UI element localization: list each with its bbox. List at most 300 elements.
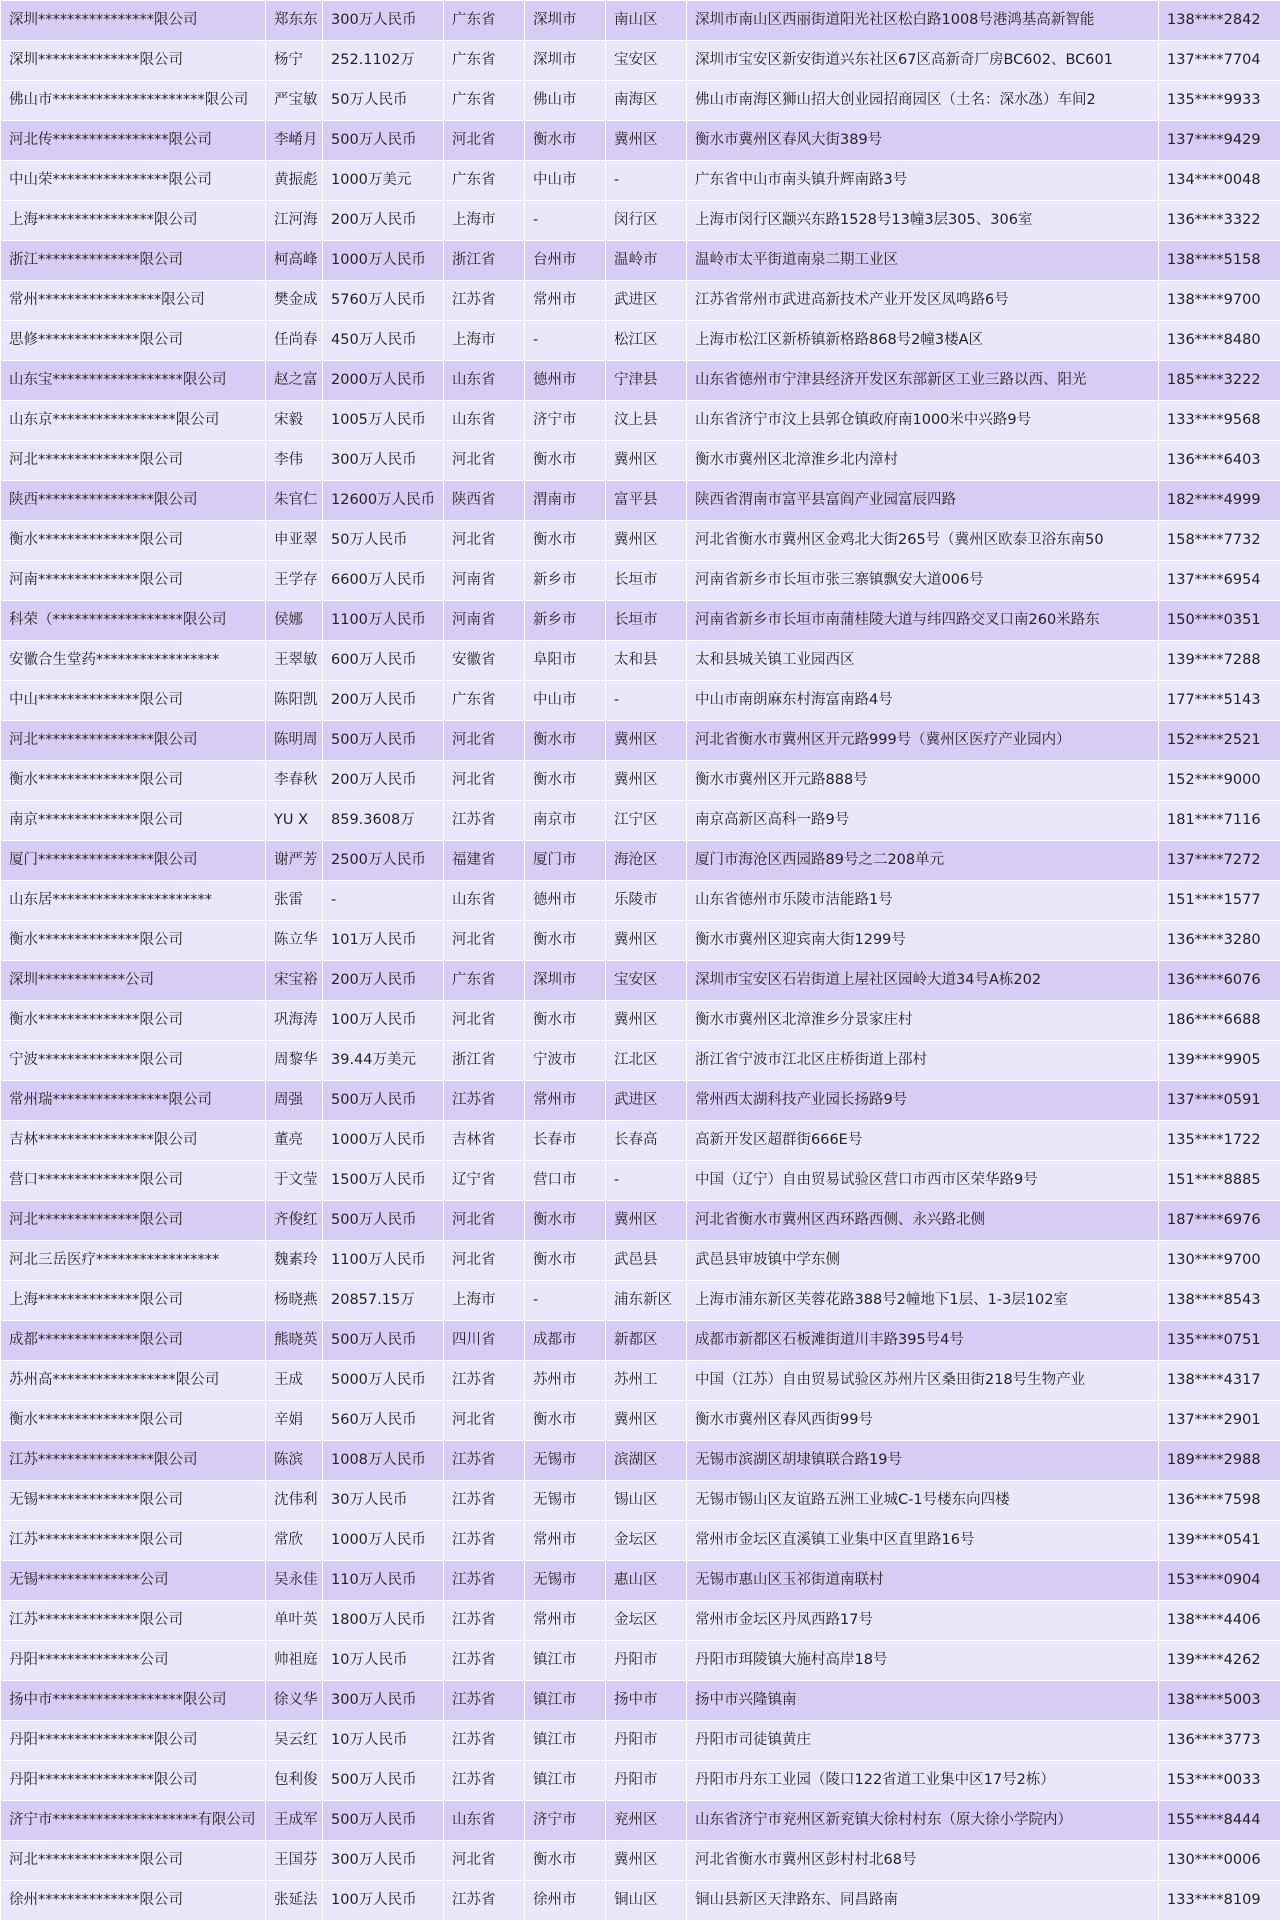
address-cell: 扬中市兴隆镇南 bbox=[687, 1681, 1159, 1721]
city-cell: 镇江市 bbox=[525, 1761, 606, 1801]
table-row bbox=[1, 121, 1280, 161]
registered-capital-cell: 5760万人民币 bbox=[323, 281, 444, 321]
registered-capital-cell: 1000万人民币 bbox=[323, 1521, 444, 1561]
district-cell: 冀州区 bbox=[606, 121, 687, 161]
registered-capital-cell: 500万人民币 bbox=[323, 1201, 444, 1241]
district-cell: 汶上县 bbox=[606, 401, 687, 441]
city-cell: 深圳市 bbox=[525, 961, 606, 1001]
phone-cell: 138****5003 bbox=[1159, 1681, 1280, 1721]
phone-cell: 153****0033 bbox=[1159, 1761, 1280, 1801]
company-name-cell: 丹阳****************限公司 bbox=[1, 1761, 266, 1801]
phone-cell: 137****7704 bbox=[1159, 41, 1280, 81]
address-cell: 浙江省宁波市江北区庄桥街道上邵村 bbox=[687, 1041, 1159, 1081]
table-row bbox=[1, 1281, 1280, 1321]
city-cell: 衡水市 bbox=[525, 1241, 606, 1281]
address-cell: 丹阳市珥陵镇大施村高岸18号 bbox=[687, 1641, 1159, 1681]
registered-capital-cell: 450万人民币 bbox=[323, 321, 444, 361]
address-cell: 山东省济宁市汶上县郭仓镇政府南1000米中兴路9号 bbox=[687, 401, 1159, 441]
phone-cell: 177****5143 bbox=[1159, 681, 1280, 721]
company-name-cell: 南京**************限公司 bbox=[1, 801, 266, 841]
city-cell: 阜阳市 bbox=[525, 641, 606, 681]
city-cell: - bbox=[525, 321, 606, 361]
table-row bbox=[1, 1561, 1280, 1601]
district-cell: 松江区 bbox=[606, 321, 687, 361]
table-row bbox=[1, 401, 1280, 441]
address-cell: 中山市南朗麻东村海富南路4号 bbox=[687, 681, 1159, 721]
legal-representative-cell: 江河海 bbox=[266, 201, 323, 241]
company-name-cell: 营口**************限公司 bbox=[1, 1161, 266, 1201]
city-cell: 徐州市 bbox=[525, 1881, 606, 1921]
district-cell: 惠山区 bbox=[606, 1561, 687, 1601]
address-cell: 衡水市冀州区迎宾南大街1299号 bbox=[687, 921, 1159, 961]
province-cell: 江苏省 bbox=[444, 281, 525, 321]
city-cell: 衡水市 bbox=[525, 121, 606, 161]
district-cell: - bbox=[606, 161, 687, 201]
legal-representative-cell: 吴云红 bbox=[266, 1721, 323, 1761]
legal-representative-cell: 陈明周 bbox=[266, 721, 323, 761]
city-cell: 新乡市 bbox=[525, 561, 606, 601]
registered-capital-cell: 1005万人民币 bbox=[323, 401, 444, 441]
table-row bbox=[1, 1601, 1280, 1641]
phone-cell: 137****6954 bbox=[1159, 561, 1280, 601]
table-row bbox=[1, 481, 1280, 521]
registered-capital-cell: 1000万人民币 bbox=[323, 241, 444, 281]
province-cell: 河北省 bbox=[444, 761, 525, 801]
city-cell: 衡水市 bbox=[525, 1001, 606, 1041]
phone-cell: 133****9568 bbox=[1159, 401, 1280, 441]
district-cell: 武进区 bbox=[606, 281, 687, 321]
city-cell: 镇江市 bbox=[525, 1641, 606, 1681]
table-row bbox=[1, 1721, 1280, 1761]
city-cell: 成都市 bbox=[525, 1321, 606, 1361]
address-cell: 河北省衡水市冀州区开元路999号（冀州区医疗产业园内） bbox=[687, 721, 1159, 761]
province-cell: 辽宁省 bbox=[444, 1161, 525, 1201]
legal-representative-cell: 李伟 bbox=[266, 441, 323, 481]
city-cell: 厦门市 bbox=[525, 841, 606, 881]
province-cell: 广东省 bbox=[444, 1, 525, 41]
city-cell: 台州市 bbox=[525, 241, 606, 281]
phone-cell: 136****7598 bbox=[1159, 1481, 1280, 1521]
legal-representative-cell: 赵之富 bbox=[266, 361, 323, 401]
table-row bbox=[1, 1081, 1280, 1121]
legal-representative-cell: 陈立华 bbox=[266, 921, 323, 961]
company-name-cell: 无锡**************公司 bbox=[1, 1561, 266, 1601]
district-cell: 浦东新区 bbox=[606, 1281, 687, 1321]
phone-cell: 182****4999 bbox=[1159, 481, 1280, 521]
table-row bbox=[1, 41, 1280, 81]
district-cell: 南海区 bbox=[606, 81, 687, 121]
table-row bbox=[1, 321, 1280, 361]
company-name-cell: 衡水**************限公司 bbox=[1, 761, 266, 801]
company-name-cell: 扬中市******************限公司 bbox=[1, 1681, 266, 1721]
company-name-cell: 河北**************限公司 bbox=[1, 1201, 266, 1241]
table-row bbox=[1, 1041, 1280, 1081]
address-cell: 太和县城关镇工业园西区 bbox=[687, 641, 1159, 681]
city-cell: 常州市 bbox=[525, 1081, 606, 1121]
province-cell: 上海市 bbox=[444, 321, 525, 361]
company-name-cell: 常州瑞****************限公司 bbox=[1, 1081, 266, 1121]
address-cell: 佛山市南海区狮山招大创业园招商园区（土名：深水氹）车间2 bbox=[687, 81, 1159, 121]
legal-representative-cell: 巩海涛 bbox=[266, 1001, 323, 1041]
table-row bbox=[1, 1441, 1280, 1481]
phone-cell: 139****4262 bbox=[1159, 1641, 1280, 1681]
phone-cell: 133****8109 bbox=[1159, 1881, 1280, 1921]
table-row bbox=[1, 201, 1280, 241]
legal-representative-cell: 齐俊红 bbox=[266, 1201, 323, 1241]
registered-capital-cell: 200万人民币 bbox=[323, 761, 444, 801]
city-cell: 常州市 bbox=[525, 281, 606, 321]
province-cell: 江苏省 bbox=[444, 1721, 525, 1761]
province-cell: 山东省 bbox=[444, 361, 525, 401]
address-cell: 中国（江苏）自由贸易试验区苏州片区桑田街218号生物产业 bbox=[687, 1361, 1159, 1401]
table-row bbox=[1, 1, 1280, 41]
company-name-cell: 山东居********************** bbox=[1, 881, 266, 921]
registered-capital-cell: 252.1102万 bbox=[323, 41, 444, 81]
company-name-cell: 陕西****************限公司 bbox=[1, 481, 266, 521]
province-cell: 河北省 bbox=[444, 721, 525, 761]
company-name-cell: 河北****************限公司 bbox=[1, 721, 266, 761]
address-cell: 衡水市冀州区北漳淮乡北内漳村 bbox=[687, 441, 1159, 481]
address-cell: 丹阳市丹东工业园（陵口122省道工业集中区17号2栋） bbox=[687, 1761, 1159, 1801]
company-name-cell: 衡水**************限公司 bbox=[1, 921, 266, 961]
phone-cell: 130****9700 bbox=[1159, 1241, 1280, 1281]
city-cell: 衡水市 bbox=[525, 721, 606, 761]
legal-representative-cell: 杨宁 bbox=[266, 41, 323, 81]
table-row bbox=[1, 1841, 1280, 1881]
legal-representative-cell: 辛娟 bbox=[266, 1401, 323, 1441]
phone-cell: 158****7732 bbox=[1159, 521, 1280, 561]
city-cell: 深圳市 bbox=[525, 1, 606, 41]
city-cell: 常州市 bbox=[525, 1601, 606, 1641]
phone-cell: 150****0351 bbox=[1159, 601, 1280, 641]
legal-representative-cell: 王国芬 bbox=[266, 1841, 323, 1881]
table-body bbox=[1, 1, 1280, 1921]
phone-cell: 187****6976 bbox=[1159, 1201, 1280, 1241]
city-cell: 营口市 bbox=[525, 1161, 606, 1201]
company-name-cell: 佛山市*********************限公司 bbox=[1, 81, 266, 121]
district-cell: 滨湖区 bbox=[606, 1441, 687, 1481]
address-cell: 山东省德州市乐陵市洁能路1号 bbox=[687, 881, 1159, 921]
registered-capital-cell: 200万人民币 bbox=[323, 961, 444, 1001]
district-cell: 铜山区 bbox=[606, 1881, 687, 1921]
company-name-cell: 江苏**************限公司 bbox=[1, 1601, 266, 1641]
company-name-cell: 济宁市********************有限公司 bbox=[1, 1801, 266, 1841]
registered-capital-cell: 30万人民币 bbox=[323, 1481, 444, 1521]
company-name-cell: 浙江**************限公司 bbox=[1, 241, 266, 281]
district-cell: 太和县 bbox=[606, 641, 687, 681]
phone-cell: 151****8885 bbox=[1159, 1161, 1280, 1201]
province-cell: 山东省 bbox=[444, 1801, 525, 1841]
company-name-cell: 思修**************限公司 bbox=[1, 321, 266, 361]
registered-capital-cell: 100万人民币 bbox=[323, 1001, 444, 1041]
province-cell: 江苏省 bbox=[444, 1361, 525, 1401]
address-cell: 衡水市冀州区春风大街389号 bbox=[687, 121, 1159, 161]
registered-capital-cell: 1500万人民币 bbox=[323, 1161, 444, 1201]
registered-capital-cell: 300万人民币 bbox=[323, 1, 444, 41]
city-cell: 佛山市 bbox=[525, 81, 606, 121]
legal-representative-cell: 沈伟利 bbox=[266, 1481, 323, 1521]
company-name-cell: 河北三岳医疗***************** bbox=[1, 1241, 266, 1281]
city-cell: 中山市 bbox=[525, 681, 606, 721]
address-cell: 常州市金坛区直溪镇工业集中区直里路16号 bbox=[687, 1521, 1159, 1561]
province-cell: 安徽省 bbox=[444, 641, 525, 681]
table-row bbox=[1, 721, 1280, 761]
legal-representative-cell: 黄振彪 bbox=[266, 161, 323, 201]
province-cell: 山东省 bbox=[444, 401, 525, 441]
registered-capital-cell: 101万人民币 bbox=[323, 921, 444, 961]
city-cell: 无锡市 bbox=[525, 1481, 606, 1521]
company-name-cell: 衡水**************限公司 bbox=[1, 1401, 266, 1441]
province-cell: 广东省 bbox=[444, 81, 525, 121]
registered-capital-cell: 20857.15万 bbox=[323, 1281, 444, 1321]
district-cell: 宁津县 bbox=[606, 361, 687, 401]
legal-representative-cell: 董亮 bbox=[266, 1121, 323, 1161]
district-cell: 金坛区 bbox=[606, 1521, 687, 1561]
registered-capital-cell: 500万人民币 bbox=[323, 721, 444, 761]
district-cell: 乐陵市 bbox=[606, 881, 687, 921]
phone-cell: 135****9933 bbox=[1159, 81, 1280, 121]
phone-cell: 135****0751 bbox=[1159, 1321, 1280, 1361]
registered-capital-cell: 5000万人民币 bbox=[323, 1361, 444, 1401]
phone-cell: 136****3280 bbox=[1159, 921, 1280, 961]
province-cell: 江苏省 bbox=[444, 1881, 525, 1921]
phone-cell: 138****4406 bbox=[1159, 1601, 1280, 1641]
legal-representative-cell: 朱官仁 bbox=[266, 481, 323, 521]
district-cell: - bbox=[606, 1161, 687, 1201]
city-cell: 新乡市 bbox=[525, 601, 606, 641]
city-cell: 中山市 bbox=[525, 161, 606, 201]
province-cell: 河北省 bbox=[444, 441, 525, 481]
legal-representative-cell: 王成军 bbox=[266, 1801, 323, 1841]
phone-cell: 136****3322 bbox=[1159, 201, 1280, 241]
registered-capital-cell: 500万人民币 bbox=[323, 1321, 444, 1361]
company-name-cell: 河北**************限公司 bbox=[1, 1841, 266, 1881]
city-cell: - bbox=[525, 201, 606, 241]
phone-cell: 136****8480 bbox=[1159, 321, 1280, 361]
legal-representative-cell: 熊晓英 bbox=[266, 1321, 323, 1361]
address-cell: 衡水市冀州区春风西街99号 bbox=[687, 1401, 1159, 1441]
company-name-cell: 丹阳****************限公司 bbox=[1, 1721, 266, 1761]
province-cell: 广东省 bbox=[444, 681, 525, 721]
table-row bbox=[1, 1801, 1280, 1841]
table-row bbox=[1, 1881, 1280, 1921]
district-cell: 冀州区 bbox=[606, 921, 687, 961]
table-row bbox=[1, 1361, 1280, 1401]
address-cell: 山东省德州市宁津县经济开发区东部新区工业三路以西、阳光 bbox=[687, 361, 1159, 401]
company-name-cell: 宁波**************限公司 bbox=[1, 1041, 266, 1081]
district-cell: - bbox=[606, 681, 687, 721]
district-cell: 扬中市 bbox=[606, 1681, 687, 1721]
district-cell: 宝安区 bbox=[606, 961, 687, 1001]
company-name-cell: 江苏**************限公司 bbox=[1, 1521, 266, 1561]
registered-capital-cell: 2000万人民币 bbox=[323, 361, 444, 401]
province-cell: 福建省 bbox=[444, 841, 525, 881]
phone-cell: 138****8543 bbox=[1159, 1281, 1280, 1321]
address-cell: 南京高新区高科一路9号 bbox=[687, 801, 1159, 841]
table-row bbox=[1, 1641, 1280, 1681]
registered-capital-cell: 1100万人民币 bbox=[323, 1241, 444, 1281]
table-row bbox=[1, 241, 1280, 281]
registered-capital-cell: 39.44万美元 bbox=[323, 1041, 444, 1081]
legal-representative-cell: 周强 bbox=[266, 1081, 323, 1121]
address-cell: 武邑县审坡镇中学东侧 bbox=[687, 1241, 1159, 1281]
district-cell: 长垣市 bbox=[606, 561, 687, 601]
phone-cell: 151****1577 bbox=[1159, 881, 1280, 921]
table-row bbox=[1, 1001, 1280, 1041]
address-cell: 衡水市冀州区北漳淮乡分景家庄村 bbox=[687, 1001, 1159, 1041]
province-cell: 吉林省 bbox=[444, 1121, 525, 1161]
legal-representative-cell: 陈阳凯 bbox=[266, 681, 323, 721]
province-cell: 河北省 bbox=[444, 1241, 525, 1281]
table-row bbox=[1, 681, 1280, 721]
province-cell: 江苏省 bbox=[444, 1481, 525, 1521]
legal-representative-cell: 谢严芳 bbox=[266, 841, 323, 881]
province-cell: 河北省 bbox=[444, 1001, 525, 1041]
city-cell: 衡水市 bbox=[525, 1201, 606, 1241]
company-name-cell: 上海**************限公司 bbox=[1, 1281, 266, 1321]
city-cell: 常州市 bbox=[525, 1521, 606, 1561]
district-cell: 丹阳市 bbox=[606, 1761, 687, 1801]
phone-cell: 185****3222 bbox=[1159, 361, 1280, 401]
legal-representative-cell: 于文莹 bbox=[266, 1161, 323, 1201]
company-name-cell: 深圳************公司 bbox=[1, 961, 266, 1001]
city-cell: 苏州市 bbox=[525, 1361, 606, 1401]
province-cell: 广东省 bbox=[444, 41, 525, 81]
legal-representative-cell: 李崤月 bbox=[266, 121, 323, 161]
city-cell: 济宁市 bbox=[525, 1801, 606, 1841]
address-cell: 上海市松江区新桥镇新格路868号2幢3楼A区 bbox=[687, 321, 1159, 361]
address-cell: 河北省衡水市冀州区彭村村北68号 bbox=[687, 1841, 1159, 1881]
city-cell: 衡水市 bbox=[525, 521, 606, 561]
province-cell: 江苏省 bbox=[444, 1641, 525, 1681]
company-name-cell: 安徽合生堂药***************** bbox=[1, 641, 266, 681]
district-cell: 冀州区 bbox=[606, 521, 687, 561]
province-cell: 上海市 bbox=[444, 201, 525, 241]
phone-cell: 136****3773 bbox=[1159, 1721, 1280, 1761]
phone-cell: 138****4317 bbox=[1159, 1361, 1280, 1401]
legal-representative-cell: 帅祖庭 bbox=[266, 1641, 323, 1681]
district-cell: 江宁区 bbox=[606, 801, 687, 841]
district-cell: 冀州区 bbox=[606, 1201, 687, 1241]
company-name-cell: 深圳**************限公司 bbox=[1, 41, 266, 81]
district-cell: 冀州区 bbox=[606, 441, 687, 481]
phone-cell: 137****0591 bbox=[1159, 1081, 1280, 1121]
registered-capital-cell: 50万人民币 bbox=[323, 521, 444, 561]
table-row bbox=[1, 1481, 1280, 1521]
legal-representative-cell: 徐义华 bbox=[266, 1681, 323, 1721]
legal-representative-cell: 郑东东 bbox=[266, 1, 323, 41]
address-cell: 常州西太湖科技产业园长扬路9号 bbox=[687, 1081, 1159, 1121]
phone-cell: 152****2521 bbox=[1159, 721, 1280, 761]
phone-cell: 186****6688 bbox=[1159, 1001, 1280, 1041]
legal-representative-cell: 任尚春 bbox=[266, 321, 323, 361]
district-cell: 金坛区 bbox=[606, 1601, 687, 1641]
legal-representative-cell: 樊金成 bbox=[266, 281, 323, 321]
company-name-cell: 衡水**************限公司 bbox=[1, 521, 266, 561]
address-cell: 温岭市太平街道南泉二期工业区 bbox=[687, 241, 1159, 281]
company-name-cell: 河北**************限公司 bbox=[1, 441, 266, 481]
city-cell: 深圳市 bbox=[525, 41, 606, 81]
address-cell: 山东省济宁市兖州区新兖镇大徐村村东（原大徐小学院内） bbox=[687, 1801, 1159, 1841]
legal-representative-cell: 王成 bbox=[266, 1361, 323, 1401]
district-cell: 海沧区 bbox=[606, 841, 687, 881]
district-cell: 江北区 bbox=[606, 1041, 687, 1081]
table-row bbox=[1, 521, 1280, 561]
registered-capital-cell: 600万人民币 bbox=[323, 641, 444, 681]
address-cell: 广东省中山市南头镇升辉南路3号 bbox=[687, 161, 1159, 201]
address-cell: 河南省新乡市长垣市南蒲桂陵大道与纬四路交叉口南260米路东 bbox=[687, 601, 1159, 641]
province-cell: 广东省 bbox=[444, 961, 525, 1001]
address-cell: 铜山县新区天津路东、同昌路南 bbox=[687, 1881, 1159, 1921]
province-cell: 江苏省 bbox=[444, 1561, 525, 1601]
address-cell: 丹阳市司徒镇黄庄 bbox=[687, 1721, 1159, 1761]
table-row bbox=[1, 881, 1280, 921]
city-cell: 德州市 bbox=[525, 881, 606, 921]
company-name-cell: 中山荣****************限公司 bbox=[1, 161, 266, 201]
province-cell: 山东省 bbox=[444, 881, 525, 921]
registered-capital-cell: 500万人民币 bbox=[323, 1801, 444, 1841]
registered-capital-cell: 500万人民币 bbox=[323, 121, 444, 161]
company-name-cell: 山东宝******************限公司 bbox=[1, 361, 266, 401]
phone-cell: 137****9429 bbox=[1159, 121, 1280, 161]
registered-capital-cell: - bbox=[323, 881, 444, 921]
city-cell: 衡水市 bbox=[525, 441, 606, 481]
legal-representative-cell: 魏素玲 bbox=[266, 1241, 323, 1281]
registered-capital-cell: 6600万人民币 bbox=[323, 561, 444, 601]
table-row bbox=[1, 1321, 1280, 1361]
district-cell: 宝安区 bbox=[606, 41, 687, 81]
province-cell: 江苏省 bbox=[444, 1681, 525, 1721]
city-cell: 渭南市 bbox=[525, 481, 606, 521]
address-cell: 河北省衡水市冀州区金鸡北大街265号（冀州区欧泰卫浴东南50 bbox=[687, 521, 1159, 561]
company-name-cell: 无锡**************限公司 bbox=[1, 1481, 266, 1521]
province-cell: 河北省 bbox=[444, 121, 525, 161]
company-name-cell: 丹阳**************公司 bbox=[1, 1641, 266, 1681]
province-cell: 河南省 bbox=[444, 561, 525, 601]
legal-representative-cell: 严宝敏 bbox=[266, 81, 323, 121]
table-row bbox=[1, 1521, 1280, 1561]
address-cell: 河南省新乡市长垣市张三寨镇飘安大道006号 bbox=[687, 561, 1159, 601]
address-cell: 无锡市惠山区玉祁街道南联村 bbox=[687, 1561, 1159, 1601]
phone-cell: 153****0904 bbox=[1159, 1561, 1280, 1601]
phone-cell: 137****7272 bbox=[1159, 841, 1280, 881]
province-cell: 江苏省 bbox=[444, 1081, 525, 1121]
district-cell: 温岭市 bbox=[606, 241, 687, 281]
district-cell: 冀州区 bbox=[606, 1841, 687, 1881]
company-name-cell: 衡水**************限公司 bbox=[1, 1001, 266, 1041]
province-cell: 江苏省 bbox=[444, 801, 525, 841]
province-cell: 陕西省 bbox=[444, 481, 525, 521]
province-cell: 河北省 bbox=[444, 1401, 525, 1441]
province-cell: 浙江省 bbox=[444, 1041, 525, 1081]
company-name-cell: 苏州高*****************限公司 bbox=[1, 1361, 266, 1401]
address-cell: 深圳市宝安区新安街道兴东社区67区高新奇厂房BC602、BC601 bbox=[687, 41, 1159, 81]
table-row bbox=[1, 761, 1280, 801]
registered-capital-cell: 200万人民币 bbox=[323, 681, 444, 721]
province-cell: 河北省 bbox=[444, 1841, 525, 1881]
table-row bbox=[1, 961, 1280, 1001]
table-row bbox=[1, 361, 1280, 401]
legal-representative-cell: 王学存 bbox=[266, 561, 323, 601]
city-cell: 济宁市 bbox=[525, 401, 606, 441]
phone-cell: 181****7116 bbox=[1159, 801, 1280, 841]
city-cell: 无锡市 bbox=[525, 1561, 606, 1601]
district-cell: 南山区 bbox=[606, 1, 687, 41]
registered-capital-cell: 500万人民币 bbox=[323, 1081, 444, 1121]
city-cell: 衡水市 bbox=[525, 761, 606, 801]
phone-cell: 139****7288 bbox=[1159, 641, 1280, 681]
district-cell: 丹阳市 bbox=[606, 1641, 687, 1681]
